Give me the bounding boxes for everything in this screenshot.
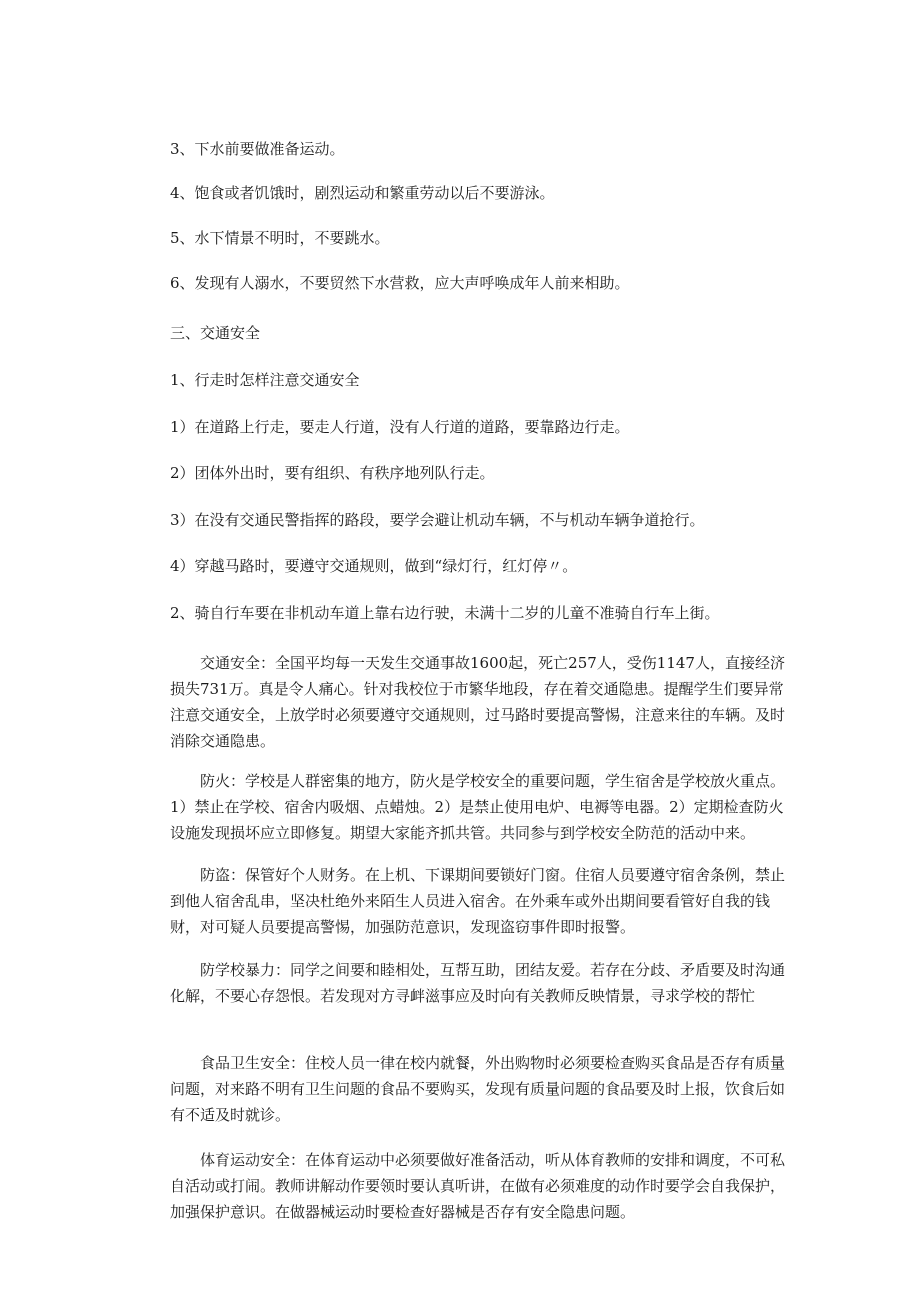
water-item-3: 3、下水前要做准备运动。 bbox=[170, 140, 345, 158]
traffic-rule-2: 2）团体外出时，要有组织、有秩序地列队行走。 bbox=[170, 464, 495, 482]
traffic-rule-3: 3）在没有交通民警指挥的路段，要学会避让机动车辆，不与机动车辆争道抢行。 bbox=[170, 511, 705, 529]
section-heading-traffic: 三、交通安全 bbox=[170, 324, 261, 342]
paragraph-traffic-safety: 交通安全：全国平均每一天发生交通事故1600起，死亡257人，受伤1147人，直接经济损失731万。真是令人痛心。针对我校位于市繁华地段，存在着交通隐患。提醒学生们要异常注意交通安全，上放学时必须要遵守交通规则，过马路时要提高警惕，注意来往的车辆。及时消除交通隐患。 bbox=[170, 654, 786, 750]
paragraph-fire-prevention: 防火：学校是人群密集的地方，防火是学校安全的重要问题，学生宿舍是学校放火重点。1）禁止在学校、宿舍内吸烟、点蜡烛。2）是禁止使用电炉、电褥等电器。2）定期检查防火设施发现损坏应立即修复。期望大家能齐抓共管。共同参与到学校安全防范的活动中来。 bbox=[170, 772, 786, 842]
water-item-6: 6、发现有人溺水，不要贸然下水营救，应大声呼唤成年人前来相助。 bbox=[170, 274, 630, 292]
paragraph-food-safety: 食品卫生安全：住校人员一律在校内就餐，外出购物时必须要检查购买食品是否存有质量问题，对来路不明有卫生问题的食品不要购买，发现有质量问题的食品要及时上报，饮食后如有不适及时就诊。 bbox=[170, 1054, 786, 1124]
water-item-5: 5、水下情景不明时，不要跳水。 bbox=[170, 229, 390, 247]
water-item-4: 4、饱食或者饥饿时，剧烈运动和繁重劳动以后不要游泳。 bbox=[170, 184, 555, 202]
paragraph-sports-safety: 体育运动安全：在体育运动中必须要做好准备活动，听从体育教师的安排和调度，不可私自活动或打闹。教师讲解动作要领时要认真听讲，在做有必须难度的动作时要学会自我保护，加强保护意识。在做器械运动时要检查好器械是否存有安全隐患问题。 bbox=[170, 1151, 786, 1221]
traffic-rule-1: 1）在道路上行走，要走人行道，没有人行道的道路，要靠路边行走。 bbox=[170, 418, 630, 436]
traffic-rule-4: 4）穿越马路时，要遵守交通规则，做到“绿灯行，红灯停〃。 bbox=[170, 557, 578, 575]
traffic-subheading-2: 2、骑自行车要在非机动车道上靠右边行驶，未满十二岁的儿童不准骑自行车上街。 bbox=[170, 604, 720, 622]
traffic-subheading-1: 1、行走时怎样注意交通安全 bbox=[170, 371, 360, 389]
paragraph-school-violence: 防学校暴力：同学之间要和睦相处，互帮互助，团结友爱。若存在分歧、矛盾要及时沟通化解，不要心存怨恨。若发现对方寻衅滋事应及时向有关教师反映情景，寻求学校的帮忙 bbox=[170, 961, 786, 1005]
paragraph-theft-prevention: 防盗：保管好个人财务。在上机、下课期间要锁好门窗。住宿人员要遵守宿舍条例，禁止到他人宿舍乱串，坚决杜绝外来陌生人员进入宿舍。在外乘车或外出期间要看管好自我的钱财，对可疑人员要提高警惕，加强防范意识，发现盗窃事件即时报警。 bbox=[170, 866, 786, 936]
